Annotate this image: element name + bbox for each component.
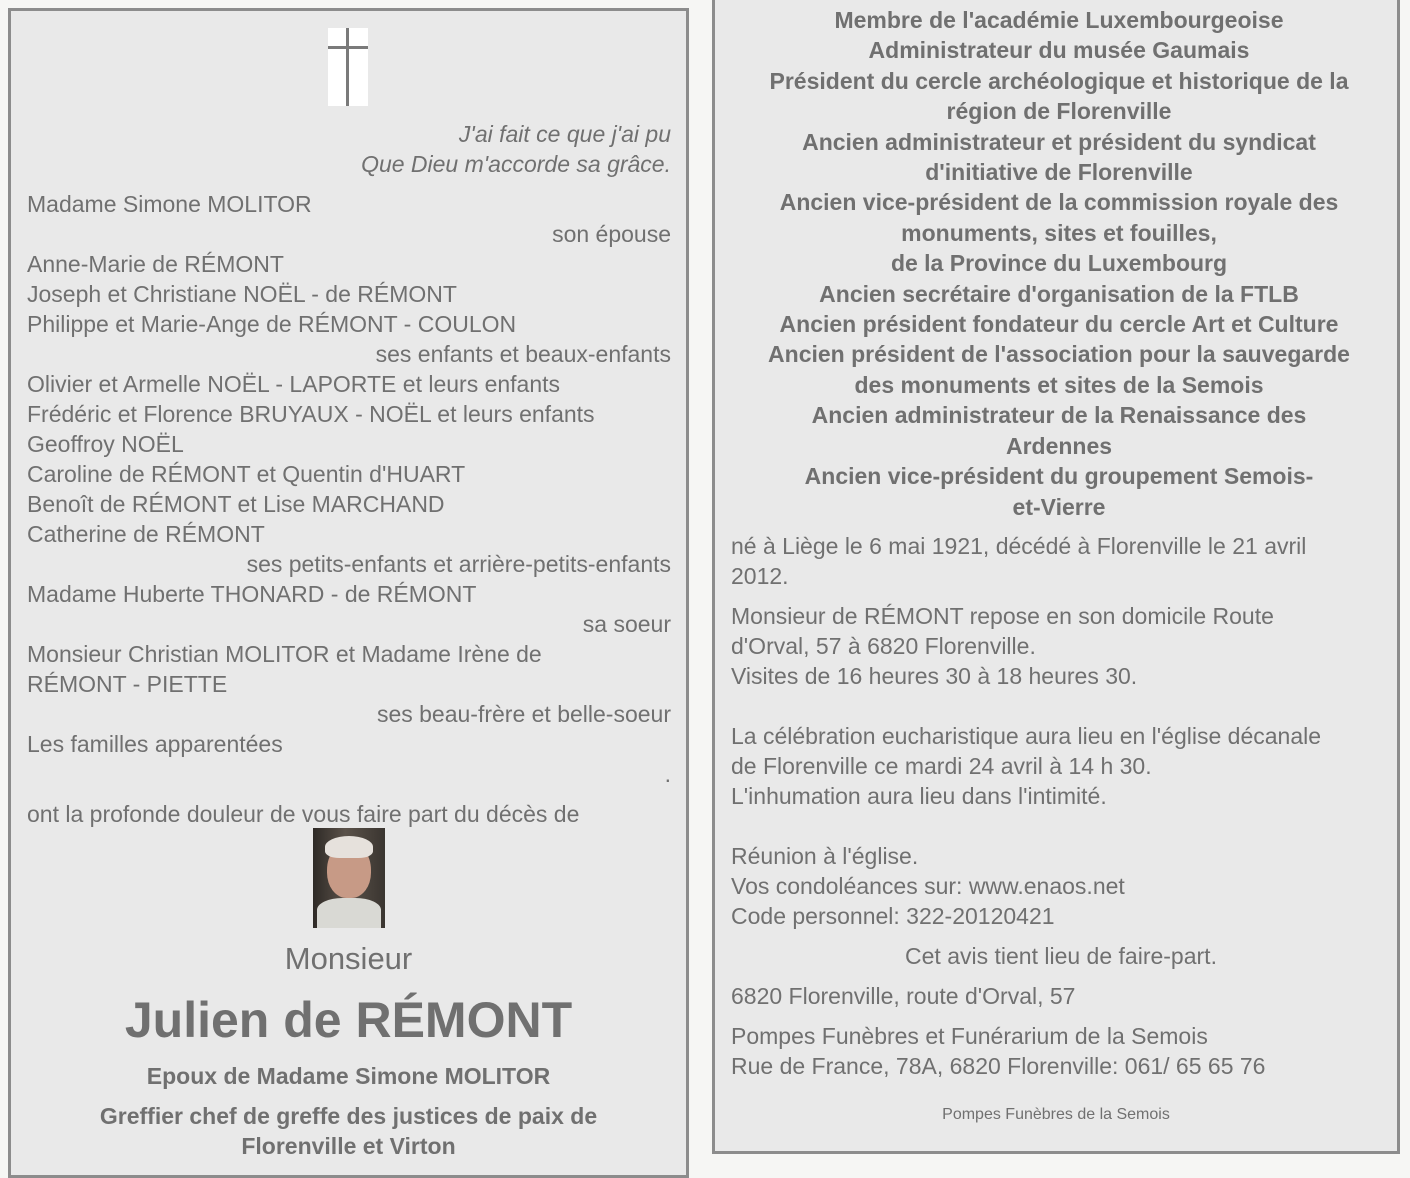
family-line: Madame Simone MOLITOR <box>27 191 312 217</box>
ceremony-line-1: La célébration eucharistique aura lieu en l'église décanale <box>731 723 1322 749</box>
role-line-1: Greffier chef de greffe des justices de paix de <box>99 1103 598 1129</box>
repose-line-2: d'Orval, 57 à 6820 Florenville. <box>731 633 1036 659</box>
title-line: monuments, sites et fouilles, <box>901 219 1217 246</box>
deceased-name: Julien de RÉMONT <box>124 992 573 1048</box>
funeral-home-name: Pompes Funèbres et Funérarium de la Semois <box>731 1023 1208 1049</box>
left-text-block <box>27 119 671 829</box>
announcement-text: ont la profonde douleur de vous faire part du décès de <box>27 801 580 827</box>
family-line: RÉMONT - PIETTE <box>27 671 228 697</box>
titles-list <box>725 5 1393 522</box>
title-line: Président du cercle archéologique et historique de la <box>769 67 1349 94</box>
footer-credit: Pompes Funèbres de la Semois <box>942 1106 1170 1123</box>
personal-code: Code personnel: 322-20120421 <box>731 903 1055 929</box>
title-line: des monuments et sites de la Semois <box>854 371 1264 398</box>
visiting-hours: Visites de 16 heures 30 à 18 heures 30. <box>731 663 1138 689</box>
family-line: ses enfants et beaux-enfants <box>375 341 671 367</box>
family-line: Olivier et Armelle NOËL - LAPORTE et leurs enfants <box>27 371 561 397</box>
family-line: ses petits-enfants et arrière-petits-enfants <box>246 551 671 577</box>
notice-line: Cet avis tient lieu de faire-part. <box>905 943 1217 969</box>
cross-icon <box>328 28 368 106</box>
title-line: Membre de l'académie Luxembourgeoise <box>834 7 1284 33</box>
title-line: Ancien vice-président de la commission royale des <box>779 189 1339 216</box>
title-line: Ardennes <box>1005 432 1113 459</box>
repose-line-1: Monsieur de RÉMONT repose en son domicile Route <box>731 603 1274 629</box>
family-line: Anne-Marie de RÉMONT <box>27 251 284 277</box>
spouse-line: Epoux de Madame Simone MOLITOR <box>146 1063 551 1089</box>
family-line: sa soeur <box>582 611 671 637</box>
condolences-link[interactable]: Vos condoléances sur: www.enaos.net <box>731 873 1125 899</box>
deceased-portrait <box>313 828 385 928</box>
title-line: de la Province du Luxembourg <box>890 250 1228 277</box>
birth-death-line-1: né à Liège le 6 mai 1921, décédé à Florenville le 21 avril <box>731 533 1307 559</box>
reunion-line: Réunion à l'église. <box>731 843 919 869</box>
ceremony-line-2: de Florenville ce mardi 24 avril à 14 h 30. <box>731 753 1152 779</box>
family-line: Madame Huberte THONARD - de RÉMONT <box>27 581 477 607</box>
family-line: Caroline de RÉMONT et Quentin d'HUART <box>27 461 466 487</box>
title-line: région de Florenville <box>946 98 1172 125</box>
birth-death-line-2: 2012. <box>731 563 789 589</box>
family-line: Frédéric et Florence BRUYAUX - NOËL et leurs enfants <box>27 401 595 427</box>
family-line: Joseph et Christiane NOËL - de RÉMONT <box>27 281 457 307</box>
epigraph-line-2: Que Dieu m'accorde sa grâce. <box>361 151 671 177</box>
family-line: Benoît de RÉMONT et Lise MARCHAND <box>27 491 445 517</box>
family-line: Les familles apparentées <box>27 731 283 757</box>
honorific: Monsieur <box>284 941 413 976</box>
role-line-2: Florenville et Virton <box>241 1133 456 1159</box>
burial-line: L'inhumation aura lieu dans l'intimité. <box>731 783 1107 809</box>
title-line: Ancien secrétaire d'organisation de la FTLB <box>819 280 1299 307</box>
title-line: Ancien administrateur de la Renaissance des <box>811 402 1307 429</box>
title-line: d'initiative de Florenville <box>925 159 1193 186</box>
family-line: Monsieur Christian MOLITOR et Madame Irène de <box>27 641 542 667</box>
title-line: Administrateur du musée Gaumais <box>868 37 1250 64</box>
address-line: 6820 Florenville, route d'Orval, 57 <box>731 983 1076 1009</box>
family-line: Catherine de RÉMONT <box>27 521 265 547</box>
right-biography-panel <box>712 0 1400 1154</box>
family-line: . <box>664 761 671 787</box>
title-line: Ancien président de l'association pour la sauvegarde <box>768 341 1350 368</box>
family-line: son épouse <box>552 221 671 247</box>
title-line: Ancien administrateur et président du syndicat <box>802 128 1316 155</box>
family-line: Geoffroy NOËL <box>27 431 184 457</box>
details-block <box>731 531 1391 1081</box>
role-lines <box>11 1101 686 1161</box>
left-announcement-panel <box>8 8 689 1178</box>
title-line: Ancien président fondateur du cercle Art et Culture <box>779 311 1339 338</box>
epigraph-line-1: J'ai fait ce que j'ai pu <box>458 121 671 147</box>
family-list <box>27 189 671 789</box>
funeral-home-address: Rue de France, 78A, 6820 Florenville: 061/ 65 65 76 <box>731 1053 1266 1079</box>
family-line: Philippe et Marie-Ange de RÉMONT - COULON <box>27 311 517 337</box>
family-line: ses beau-frère et belle-soeur <box>376 701 671 727</box>
title-line: Ancien vice-président du groupement Semois- <box>804 463 1314 490</box>
title-line: et-Vierre <box>1012 493 1106 520</box>
